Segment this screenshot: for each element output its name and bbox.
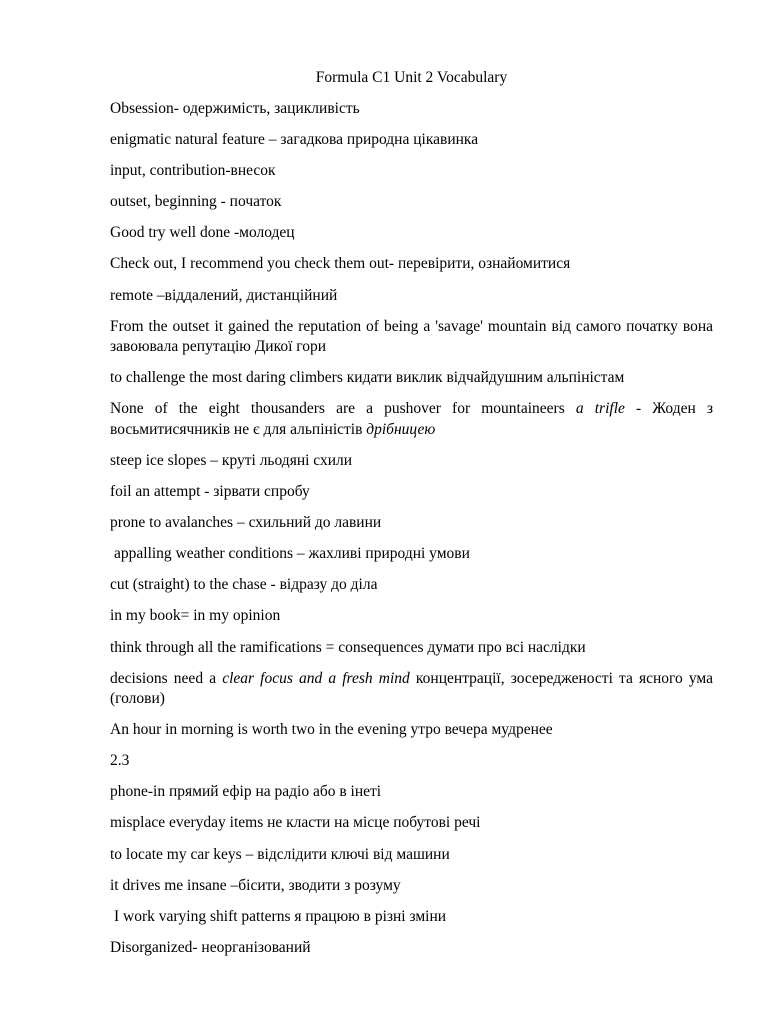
document-page	[110, 68, 713, 969]
vocab-line: in my book= in my opinion	[110, 607, 281, 625]
vocab-line: Obsession- одержимість, зацикливість	[110, 100, 360, 117]
vocab-line: Good try well done -молодец	[110, 224, 295, 242]
vocab-line: phone-in прямий ефір на радіо або в інеті	[110, 783, 382, 801]
vocab-line: steep ice slopes – круті льодяні схили	[110, 451, 353, 469]
vocab-line: cut (straight) to the chase - відразу до діла	[110, 576, 378, 594]
section-number: 2.3	[110, 752, 130, 770]
vocab-line-part: концентрації, зосередженості та ясного ума (голови)	[110, 669, 714, 708]
vocab-line: it drives me insane –бісити, зводити з розуму	[110, 876, 401, 894]
vocab-line: outset, beginning - початок	[110, 193, 282, 211]
vocab-line-italic: a trifle	[575, 400, 625, 418]
document-title: Formula C1 Unit 2 Vocabulary	[315, 69, 508, 86]
vocab-line-italic: дрібницею	[366, 420, 436, 438]
vocab-line	[110, 399, 713, 440]
vocab-line: Disorganized- неорганізований	[110, 938, 311, 956]
vocab-line-part: None of the eight thousanders are a pushover for mountaineers	[110, 400, 576, 418]
vocab-line: misplace everyday items не класти на місце побутові речі	[110, 814, 481, 832]
vocab-line-part: decisions need a	[110, 669, 223, 687]
vocab-line: remote –віддалений, дистанційний	[110, 286, 338, 304]
vocab-line: An hour in morning is worth two in the evening утро вечера мудренее	[110, 721, 553, 739]
vocab-line: input, contribution-внесок	[110, 162, 276, 180]
vocab-line: think through all the ramifications = consequences думати про всі наслідки	[110, 638, 586, 656]
vocab-line-part: - Жоден з восьмитисячників не є для альпіністів	[110, 400, 714, 438]
vocab-line: I work varying shift patterns я працюю в різні зміни	[114, 907, 447, 925]
vocab-line	[110, 669, 713, 710]
vocab-line-italic: clear focus and a fresh mind	[222, 669, 410, 687]
vocab-line: From the outset it gained the reputation of being a 'savage' mountain від самого початку вона завоювала репутацію Дикої гори	[110, 317, 713, 356]
vocab-line: enigmatic natural feature – загадкова природна цікавинка	[110, 131, 479, 149]
vocab-line: prone to avalanches – схильний до лавини	[110, 514, 382, 532]
vocab-line: appalling weather conditions – жахливі природні умови	[114, 545, 470, 563]
vocab-line: Check out, I recommend you check them out- перевірити, ознайомитися	[110, 255, 571, 273]
vocab-line: foil an attempt - зірвати спробу	[110, 483, 310, 501]
vocab-line: to locate my car keys – відслідити ключі від машини	[110, 845, 450, 863]
vocab-line: to challenge the most daring climbers кидати виклик відчайдушним альпіністам	[110, 369, 625, 387]
